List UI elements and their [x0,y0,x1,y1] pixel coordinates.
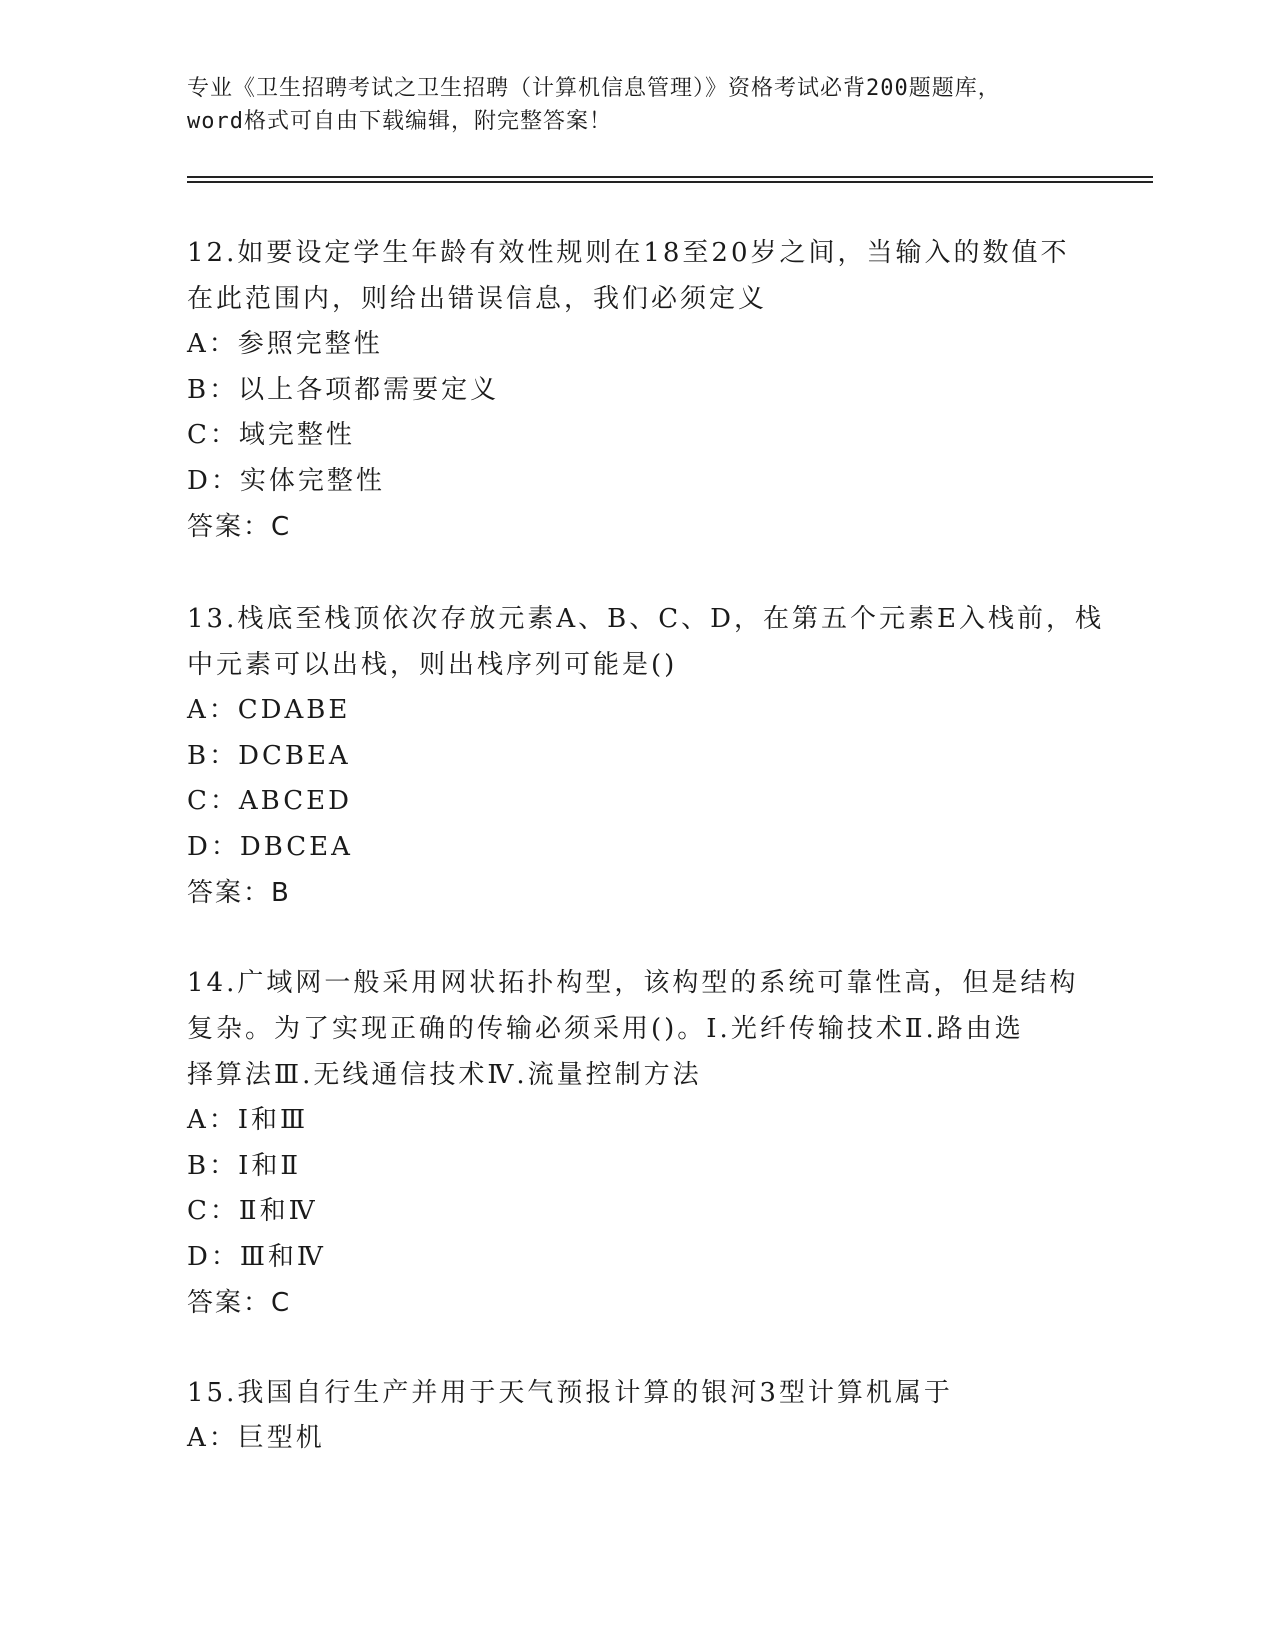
question-12 [187,230,1087,550]
question-15 [187,1370,1087,1462]
question-stem [187,596,1104,688]
option-b: B：DCBEA [187,740,351,771]
option-d: D：实体完整性 [187,465,385,496]
question-stem-line: 12.如要设定学生年龄有效性规则在18至20岁之间，当输入的数值不 [187,238,1070,268]
question-stem [187,230,1087,322]
option-b: B：Ⅰ和Ⅱ [187,1150,302,1181]
question-stem-line: 13.栈底至栈顶依次存放元素A、B、C、D，在第五个元素E入栈前，栈 [187,604,1104,634]
answer-line: 答案：C [187,1288,292,1318]
answer-line: 答案：C [187,512,292,542]
question-stem-line: 中元素可以出栈，则出栈序列可能是() [187,650,678,680]
option-a: A：CDABE [187,695,351,725]
question-stem [187,1370,1087,1416]
option-a: A：Ⅰ和Ⅲ [187,1105,309,1135]
document-header [187,72,1087,138]
question-stem-line: 15.我国自行生产并用于天气预报计算的银河3型计算机属于 [187,1378,953,1408]
question-stem-line: 择算法Ⅲ.无线通信技术Ⅳ.流量控制方法 [187,1060,702,1090]
question-13 [187,596,1104,916]
header-divider-top [187,176,1153,178]
option-d: D：DBCEA [187,831,353,862]
option-c: C：域完整性 [187,420,355,450]
option-b: B：以上各项都需要定义 [187,374,500,405]
option-c: C：ABCED [187,786,352,816]
header-divider-bottom [187,181,1153,183]
header-title-line-2: word格式可自由下载编辑，附完整答案！ [187,109,612,134]
question-stem-line: 在此范围内，则给出错误信息，我们必须定义 [187,284,768,314]
answer-line: 答案：B [187,878,291,908]
question-14 [187,960,1087,1326]
question-stem [187,960,1087,1098]
question-stem-line: 复杂。为了实现正确的传输必须采用()。Ⅰ.光纤传输技术Ⅱ.路由选 [187,1014,1024,1044]
question-stem-line: 14.广域网一般采用网状拓扑构型，该构型的系统可靠性高，但是结构 [187,968,1079,998]
option-c: C：Ⅱ和Ⅳ [187,1196,318,1226]
option-a: A：巨型机 [187,1423,325,1453]
option-d: D：Ⅲ和Ⅳ [187,1241,326,1272]
header-title-line-1: 专业《卫生招聘考试之卫生招聘（计算机信息管理）》资格考试必背200题题库， [187,76,1001,101]
option-a: A：参照完整性 [187,329,383,359]
